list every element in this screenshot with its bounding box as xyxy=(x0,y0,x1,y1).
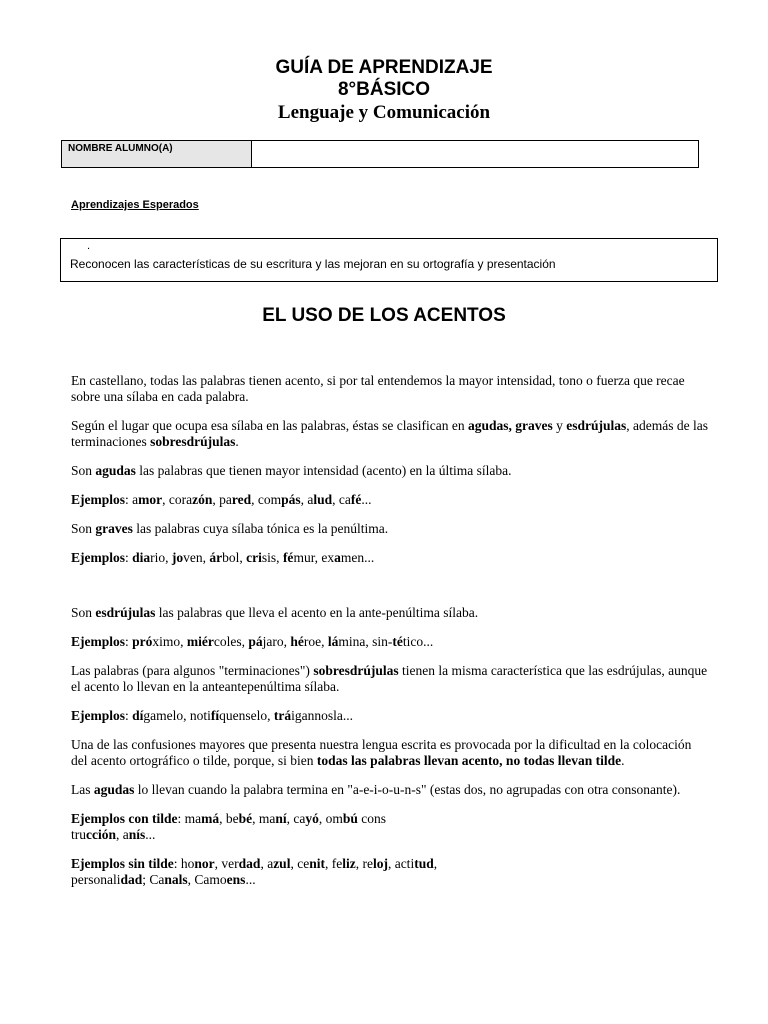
paragraph-graves: Son graves las palabras cuya sílaba tónica es la penúltima. xyxy=(71,521,389,536)
examples-esdrujulas: Ejemplos: próximo, miércoles, pájaro, héroe, lámina, sin-tético... xyxy=(71,634,434,649)
document-header xyxy=(0,57,768,126)
examples-with-tilde-word-construccion: cons trucción xyxy=(71,811,387,842)
examples-without-tilde: Ejemplos sin tilde: honor, verdad, azul, cenit, feliz, reloj, actitud, personalidad; Canals, Camoens... xyxy=(71,856,438,887)
student-name-table xyxy=(61,140,699,168)
paragraph-sobresdrujulas: Las palabras (para algunos "terminaciones") sobresdrújulas tienen la misma característica que las esdrújulas, aunque el acento lo llevan en la anteantepenúltima sílaba. xyxy=(71,663,708,694)
examples-agudas: Ejemplos: amor, corazón, pared, compás, alud, café... xyxy=(71,492,372,507)
examples-sobresdrujulas: Ejemplos: dígamelo, notifíquenselo, tráigannosla... xyxy=(71,708,354,723)
expected-learning-box xyxy=(60,238,718,282)
examples-with-tilde: Ejemplos con tilde: mamá, bebé, maní, cayó, ombú cons trucción, anís... xyxy=(71,811,387,842)
document-body xyxy=(71,373,711,901)
paragraph-classification: Según el lugar que ocupa esa sílaba en las palabras, éstas se clasifican en agudas, graves y esdrújulas, además de las terminaciones sobresdrújulas. xyxy=(71,418,708,449)
section-title: EL USO DE LOS ACENTOS xyxy=(262,305,506,326)
expected-learning-bullet: . xyxy=(87,240,91,252)
paragraph-tilde-confusion: Una de las confusiones mayores que presenta nuestra lengua escrita es provocada por la dificultad en la colocación del acento ortográfico o tilde, porque, si bien todas las palabras llevan acento, no todas llevan tilde. xyxy=(71,737,692,768)
grade-level: 8°BÁSICO xyxy=(337,79,431,100)
expected-learning-text: Reconocen las características de su escritura y las mejoran en su ortografía y presentación xyxy=(70,257,556,271)
guide-title: GUÍA DE APRENDIZAJE xyxy=(275,57,493,78)
student-name-field[interactable] xyxy=(252,141,698,167)
student-name-label: NOMBRE ALUMNO(A) xyxy=(62,141,252,167)
paragraph-agudas: Son agudas las palabras que tienen mayor intensidad (acento) en la última sílaba. xyxy=(71,463,512,478)
paragraph-agudas-tilde-rule: Las agudas lo llevan cuando la palabra termina en "a-e-i-o-u-n-s" (estas dos, no agrupadas con otra consonante). xyxy=(71,782,681,797)
paragraph-esdrujulas: Son esdrújulas las palabras que lleva el acento en la ante-penúltima sílaba. xyxy=(71,605,479,620)
expected-learning-label: Aprendizajes Esperados xyxy=(71,199,199,211)
paragraph-intro: En castellano, todas las palabras tienen acento, si por tal entendemos la mayor intensidad, tono o fuerza que recae sobre una sílaba en cada palabra. xyxy=(71,373,685,404)
subject-title: Lenguaje y Comunicación xyxy=(277,102,491,123)
examples-graves: Ejemplos: diario, joven, árbol, crisis, fémur, examen... xyxy=(71,550,375,565)
